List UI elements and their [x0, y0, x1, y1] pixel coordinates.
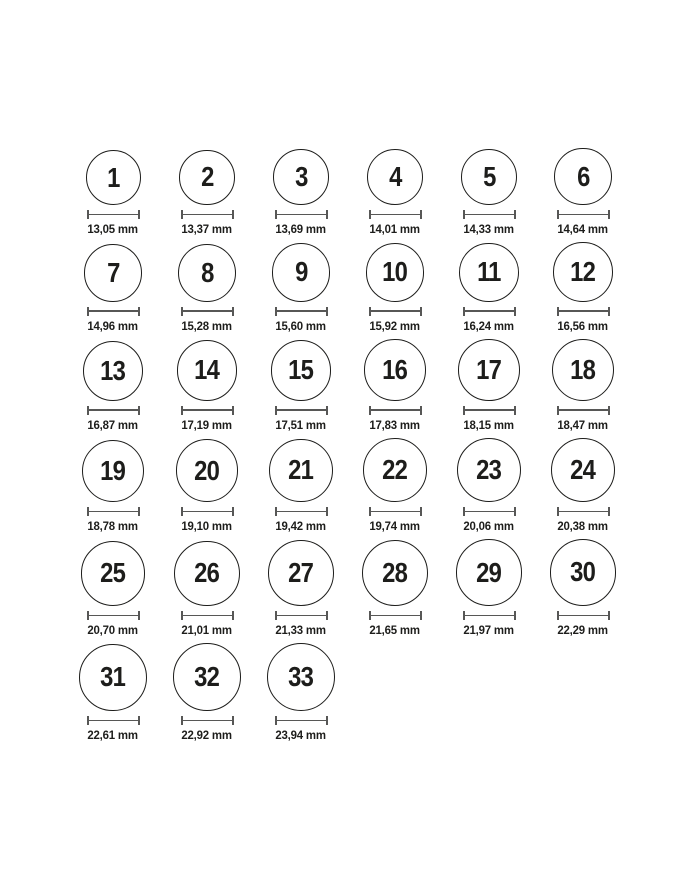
ring-circle: [273, 149, 329, 205]
ring-circle: [79, 644, 146, 711]
diameter-label: 21,97 mm: [463, 622, 515, 637]
ring-size-number: 1: [106, 161, 120, 193]
ring-size-cell: [66, 438, 160, 533]
ring-circle: [366, 243, 425, 302]
ruler-line: [559, 310, 608, 312]
ring-size-number: 11: [477, 256, 501, 288]
diameter-ruler: [369, 210, 422, 219]
ring-size-number: 10: [382, 256, 408, 288]
ring-circle: [177, 340, 237, 400]
ring-size-cell: [66, 148, 160, 236]
chart-row: [66, 148, 700, 236]
ring-circle: [459, 243, 518, 302]
ring-size-number: 2: [200, 161, 214, 193]
ring-size-cell: [348, 242, 442, 333]
ring-size-cell: [348, 438, 442, 533]
ring-size-number: 25: [100, 557, 126, 589]
ring-circle: [83, 341, 143, 401]
chart-row: [66, 643, 700, 742]
ring-size-cell: [66, 339, 160, 432]
diameter-label: 14,64 mm: [557, 222, 609, 237]
ring-size-number: 29: [476, 556, 502, 588]
ring-circle: [550, 539, 617, 606]
ruler-line: [277, 615, 326, 617]
ring-circle: [553, 242, 613, 302]
diameter-ruler: [275, 307, 328, 316]
ruler-line: [559, 214, 608, 216]
diameter-ruler: [275, 716, 328, 725]
ring-size-cell: [254, 539, 348, 637]
ring-size-cell: [66, 242, 160, 333]
diameter-ruler: [87, 406, 140, 415]
ring-circle: [456, 539, 523, 606]
diameter-label: 13,05 mm: [87, 222, 139, 237]
ring-size-cell: [536, 438, 630, 533]
ring-circle: [268, 540, 334, 606]
ring-circle: [458, 339, 520, 401]
ring-size-number: 33: [288, 660, 314, 692]
diameter-label: 19,74 mm: [369, 518, 421, 533]
ring-size-cell: [160, 148, 254, 236]
ring-size-cell: [348, 539, 442, 637]
ruler-line: [277, 720, 326, 722]
ring-size-number: 6: [576, 160, 590, 192]
ring-size-number: 5: [482, 160, 496, 192]
ring-size-cell: [160, 242, 254, 333]
ring-size-number: 31: [100, 661, 126, 693]
ring-size-number: 16: [382, 354, 408, 385]
ruler-line: [371, 310, 420, 312]
diameter-ruler: [181, 716, 234, 725]
diameter-ruler: [87, 507, 140, 516]
ruler-line: [371, 615, 420, 617]
diameter-ruler: [463, 611, 516, 620]
diameter-ruler: [557, 406, 610, 415]
diameter-ruler: [275, 611, 328, 620]
diameter-ruler: [369, 611, 422, 620]
ruler-line: [89, 720, 138, 722]
ring-size-cell: [66, 539, 160, 637]
ruler-line: [183, 720, 232, 722]
chart-row: [66, 539, 700, 637]
ring-circle: [173, 643, 241, 711]
ring-size-number: 20: [194, 454, 220, 486]
diameter-ruler: [557, 611, 610, 620]
ring-size-number: 12: [570, 255, 596, 287]
ring-size-number: 26: [194, 557, 220, 589]
diameter-ruler: [463, 406, 516, 415]
ruler-line: [89, 214, 138, 216]
ring-size-number: 30: [570, 556, 596, 588]
ring-size-cell: [160, 339, 254, 432]
ring-circle: [272, 243, 330, 301]
ring-circle: [362, 540, 428, 606]
ruler-line: [183, 310, 232, 312]
diameter-ruler: [181, 507, 234, 516]
diameter-label: 13,37 mm: [181, 222, 233, 237]
ruler-line: [371, 511, 420, 513]
ring-circle: [178, 244, 236, 302]
diameter-ruler: [557, 307, 610, 316]
ruler-line: [183, 409, 232, 411]
ring-size-cell: [536, 242, 630, 333]
ring-size-cell: [160, 438, 254, 533]
diameter-ruler: [275, 507, 328, 516]
diameter-ruler: [369, 507, 422, 516]
ring-circle: [364, 339, 425, 400]
ring-circle: [367, 149, 423, 205]
diameter-label: 21,01 mm: [181, 622, 233, 637]
ring-size-cell: [442, 438, 536, 533]
diameter-ruler: [87, 716, 140, 725]
ring-circle: [179, 150, 234, 205]
diameter-label: 18,78 mm: [87, 518, 139, 533]
diameter-ruler: [275, 406, 328, 415]
ruler-line: [277, 310, 326, 312]
chart-row: [66, 339, 700, 432]
diameter-ruler: [463, 307, 516, 316]
ruler-line: [277, 214, 326, 216]
diameter-ruler: [181, 307, 234, 316]
diameter-ruler: [369, 307, 422, 316]
diameter-label: 14,01 mm: [369, 222, 421, 237]
ring-circle: [176, 439, 239, 502]
ring-size-cell: [348, 339, 442, 432]
ruler-line: [465, 615, 514, 617]
diameter-label: 22,61 mm: [87, 727, 139, 742]
ring-size-number: 21: [288, 454, 314, 486]
ring-circle: [457, 438, 521, 502]
ring-size-cell: [442, 339, 536, 432]
diameter-label: 14,33 mm: [463, 222, 515, 237]
diameter-label: 14,96 mm: [87, 318, 139, 333]
diameter-label: 20,38 mm: [557, 518, 609, 533]
diameter-ruler: [557, 210, 610, 219]
ring-size-cell: [254, 242, 348, 333]
ruler-line: [277, 409, 326, 411]
diameter-label: 18,15 mm: [463, 417, 515, 432]
diameter-ruler: [181, 210, 234, 219]
ring-size-number: 9: [294, 256, 308, 288]
ring-size-chart: [66, 148, 700, 742]
ruler-line: [89, 615, 138, 617]
ruler-line: [183, 214, 232, 216]
ruler-line: [89, 511, 138, 513]
ruler-line: [465, 511, 514, 513]
ruler-line: [559, 615, 608, 617]
ring-circle: [363, 438, 427, 502]
ring-size-number: 24: [570, 453, 596, 485]
ring-size-cell: [536, 148, 630, 236]
diameter-label: 20,06 mm: [463, 518, 515, 533]
diameter-label: 15,92 mm: [369, 318, 421, 333]
diameter-ruler: [87, 307, 140, 316]
ring-circle: [174, 541, 239, 606]
diameter-label: 17,19 mm: [181, 417, 233, 432]
ruler-line: [371, 409, 420, 411]
ring-size-cell: [442, 148, 536, 236]
ring-size-number: 23: [476, 453, 502, 485]
ring-circle: [81, 541, 146, 606]
diameter-ruler: [181, 611, 234, 620]
ring-size-cell: [254, 148, 348, 236]
ring-size-cell: [348, 148, 442, 236]
diameter-label: 19,42 mm: [275, 518, 327, 533]
ring-circle: [269, 439, 332, 502]
ring-size-number: 17: [476, 353, 502, 385]
ruler-line: [465, 310, 514, 312]
diameter-label: 22,92 mm: [181, 727, 233, 742]
ring-size-cell: [442, 539, 536, 637]
ruler-line: [559, 511, 608, 513]
ring-size-cell: [442, 242, 536, 333]
ruler-line: [277, 511, 326, 513]
diameter-ruler: [87, 611, 140, 620]
ring-circle: [461, 149, 518, 206]
chart-row: [66, 438, 700, 533]
diameter-label: 16,24 mm: [463, 318, 515, 333]
ring-size-cell: [160, 539, 254, 637]
ring-circle: [84, 244, 142, 302]
ring-circle: [554, 148, 611, 205]
diameter-ruler: [463, 210, 516, 219]
diameter-label: 22,29 mm: [557, 622, 609, 637]
ruler-line: [89, 409, 138, 411]
diameter-ruler: [87, 210, 140, 219]
ring-size-number: 18: [570, 353, 596, 385]
diameter-ruler: [275, 210, 328, 219]
ring-size-number: 13: [100, 354, 126, 386]
diameter-label: 19,10 mm: [181, 518, 233, 533]
ring-circle: [82, 440, 144, 502]
ring-size-number: 7: [106, 256, 120, 288]
ruler-line: [465, 409, 514, 411]
diameter-label: 23,94 mm: [275, 727, 327, 742]
ring-circle: [86, 150, 141, 205]
ring-size-cell: [66, 643, 160, 742]
diameter-label: 15,28 mm: [181, 318, 233, 333]
ring-circle: [271, 340, 332, 401]
ring-circle: [552, 339, 614, 401]
diameter-label: 21,33 mm: [275, 622, 327, 637]
diameter-label: 16,56 mm: [557, 318, 609, 333]
ring-size-number: 32: [194, 661, 220, 693]
diameter-label: 17,51 mm: [275, 417, 327, 432]
ring-size-number: 8: [200, 256, 214, 288]
diameter-label: 15,60 mm: [275, 318, 327, 333]
ring-size-cell: [254, 643, 348, 742]
diameter-ruler: [557, 507, 610, 516]
diameter-label: 16,87 mm: [87, 417, 139, 432]
ring-size-number: 14: [194, 354, 220, 386]
ring-size-number: 19: [100, 454, 126, 486]
ring-circle: [551, 438, 615, 502]
ring-size-number: 3: [294, 161, 308, 193]
ruler-line: [465, 214, 514, 216]
diameter-label: 18,47 mm: [557, 417, 609, 432]
diameter-ruler: [463, 507, 516, 516]
ruler-line: [183, 615, 232, 617]
ring-size-number: 4: [388, 161, 402, 192]
ring-size-cell: [254, 438, 348, 533]
ring-size-number: 28: [382, 556, 408, 588]
diameter-label: 13,69 mm: [275, 222, 327, 237]
ring-size-cell: [536, 339, 630, 432]
ruler-line: [183, 511, 232, 513]
ring-size-cell: [160, 643, 254, 742]
diameter-label: 17,83 mm: [369, 417, 421, 432]
diameter-label: 20,70 mm: [87, 622, 139, 637]
ring-size-cell: [254, 339, 348, 432]
ruler-line: [89, 310, 138, 312]
ring-circle: [267, 643, 335, 711]
diameter-ruler: [369, 406, 422, 415]
ring-size-number: 15: [288, 354, 314, 386]
diameter-ruler: [181, 406, 234, 415]
ring-size-number: 22: [382, 454, 408, 486]
ruler-line: [559, 409, 608, 411]
chart-row: [66, 242, 700, 333]
diameter-label: 21,65 mm: [369, 622, 421, 637]
ring-size-cell: [536, 539, 630, 637]
ring-size-number: 27: [288, 557, 314, 589]
ruler-line: [371, 214, 420, 216]
